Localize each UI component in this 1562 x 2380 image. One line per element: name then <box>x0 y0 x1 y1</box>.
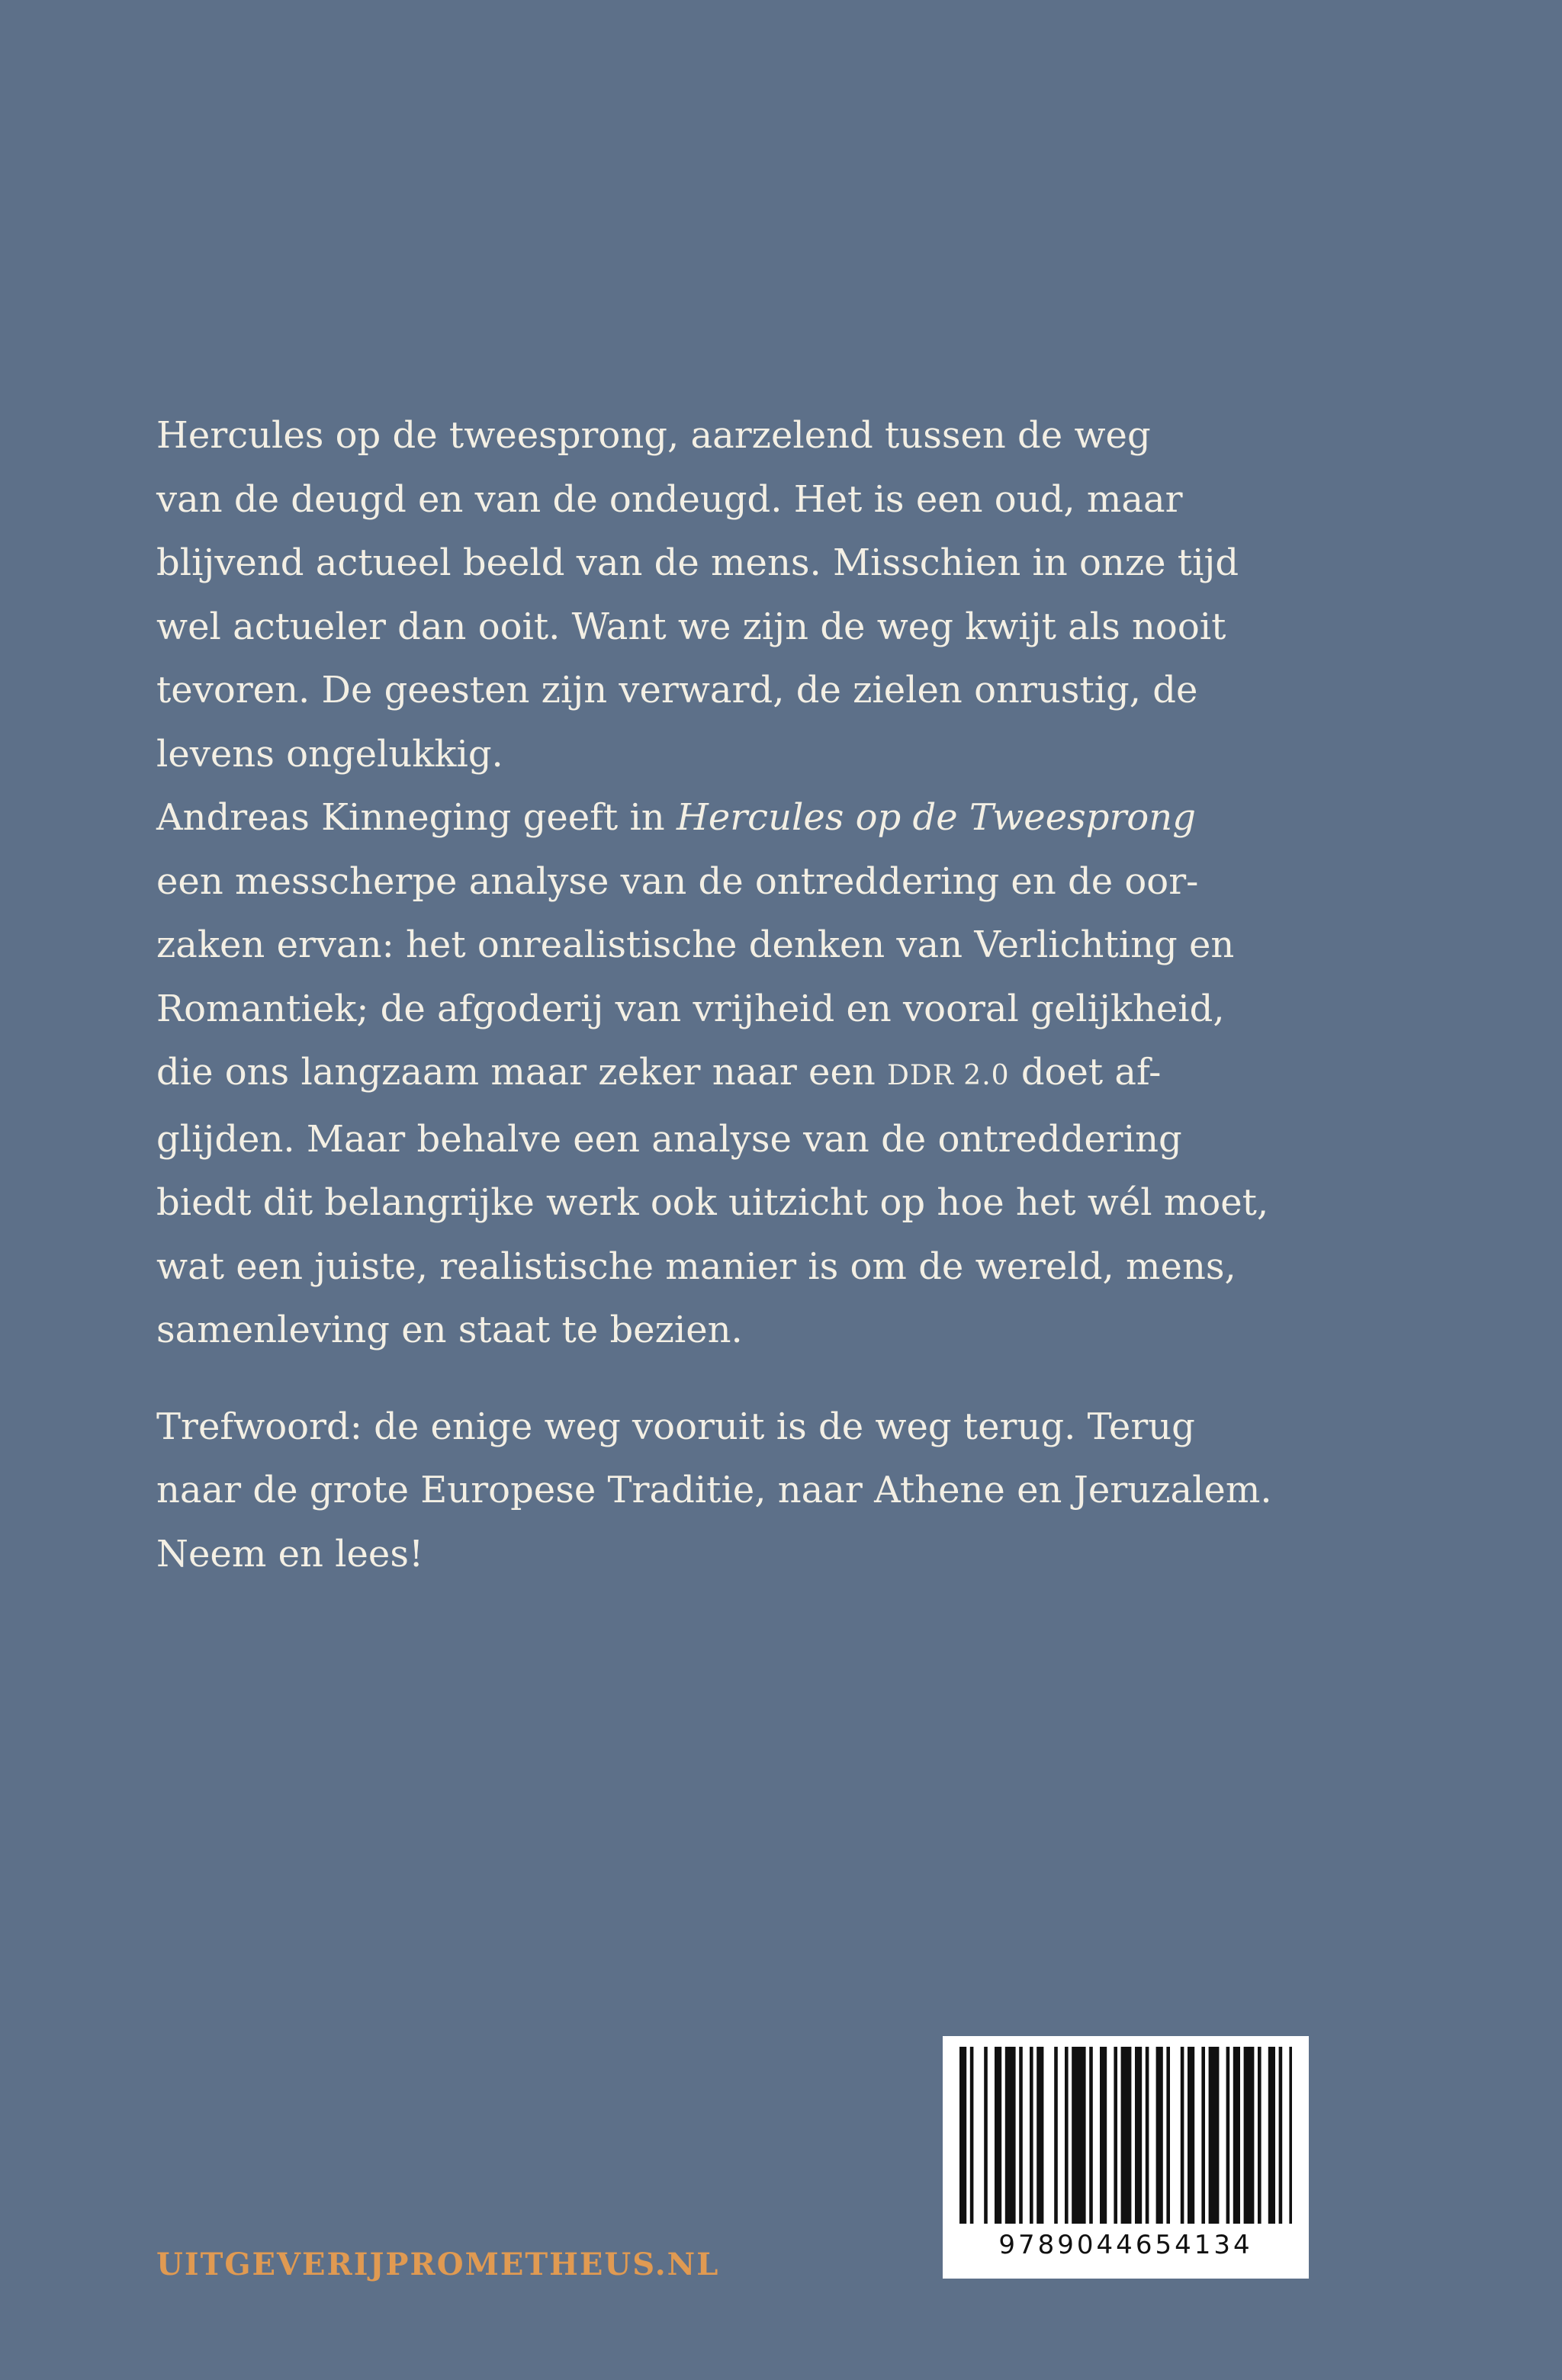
barcode-bar <box>970 2047 974 2224</box>
barcode-bar <box>1146 2047 1149 2224</box>
ddr-abbreviation: DDR 2.0 <box>887 1060 1010 1091</box>
blurb-line <box>156 786 1346 850</box>
isbn-number: 9789044654134 <box>998 2230 1253 2260</box>
blurb-line: zaken ervan: het onrealistische denken van Verlichting en <box>156 923 1235 966</box>
blurb-line-prefix: Andreas Kinneging geeft in <box>156 796 677 839</box>
barcode-bar <box>1019 2047 1023 2224</box>
barcode-bar <box>1054 2047 1058 2224</box>
barcode-bar <box>984 2047 988 2224</box>
blurb-text <box>156 404 1346 1586</box>
blurb-line: Romantiek; de afgoderij van vrijheid en vooral gelijkheid, <box>156 987 1225 1030</box>
barcode-bar <box>1188 2047 1194 2224</box>
blurb-line: glijden. Maar behalve een analyse van de ontreddering <box>156 1117 1182 1161</box>
barcode-bar <box>1166 2047 1170 2224</box>
barcode-bar <box>1156 2047 1163 2224</box>
barcode-bar <box>1030 2047 1033 2224</box>
barcode-bar <box>1209 2047 1220 2224</box>
blurb-line: blijvend actueel beeld van de mens. Misschien in onze tijd <box>156 541 1239 584</box>
barcode-bar <box>1135 2047 1142 2224</box>
barcode-bar <box>1121 2047 1132 2224</box>
isbn-barcode <box>943 2036 1309 2279</box>
barcode-bar <box>1181 2047 1184 2224</box>
blurb-line-suffix: doet af- <box>1009 1051 1162 1094</box>
blurb-line: wel actueler dan ooit. Want we zijn de weg kwijt als nooit <box>156 605 1226 648</box>
barcode-bar <box>1244 2047 1255 2224</box>
barcode-bar <box>1268 2047 1275 2224</box>
barcode-bar <box>1258 2047 1261 2224</box>
blurb-line: levens ongelukkig. <box>156 732 503 776</box>
barcode-bar <box>959 2047 966 2224</box>
blurb-line-prefix: die ons langzaam maar zeker naar een <box>156 1051 888 1094</box>
blurb-line: naar de grote Europese Traditie, naar Athene en Jeruzalem. <box>156 1469 1272 1511</box>
blurb-line: samenleving en staat te bezien. <box>156 1309 743 1351</box>
barcode-bar <box>1279 2047 1283 2224</box>
blurb-line: Trefwoord: de enige weg vooruit is de weg terug. Terug <box>156 1405 1195 1448</box>
blurb-line <box>156 1041 1346 1108</box>
barcode-bar <box>1089 2047 1093 2224</box>
blurb-line: van de deugd en van de ondeugd. Het is een oud, maar <box>156 477 1183 521</box>
barcode-bar <box>1289 2047 1292 2224</box>
barcode-bar <box>1233 2047 1240 2224</box>
barcode-bar <box>1005 2047 1016 2224</box>
barcode-bar <box>1201 2047 1205 2224</box>
publisher-url[interactable]: UITGEVERIJPROMETHEUS.NL <box>156 2247 720 2282</box>
barcode-bar <box>1226 2047 1230 2224</box>
book-title: Hercules op de Tweesprong <box>676 796 1196 839</box>
blurb-line: Neem en lees! <box>156 1532 424 1575</box>
blurb-line: een messcherpe analyse van de ontreddering en de oor- <box>156 859 1199 903</box>
barcode-bar <box>1100 2047 1107 2224</box>
barcode-bar <box>1037 2047 1043 2224</box>
barcode-bar <box>1114 2047 1117 2224</box>
barcode-bar <box>1065 2047 1069 2224</box>
blurb-line: tevoren. De geesten zijn verward, de zielen onrustig, de <box>156 669 1198 711</box>
paragraph-gap <box>156 1363 1346 1396</box>
blurb-line: biedt dit belangrijke werk ook uitzicht op hoe het wél moet, <box>156 1181 1269 1224</box>
barcode-bar <box>1072 2047 1085 2224</box>
blurb-line: Hercules op de tweesprong, aarzelend tussen de weg <box>156 414 1151 457</box>
blurb-line: wat een juiste, realistische manier is om de wereld, mens, <box>156 1245 1236 1288</box>
barcode-bar <box>995 2047 1001 2224</box>
